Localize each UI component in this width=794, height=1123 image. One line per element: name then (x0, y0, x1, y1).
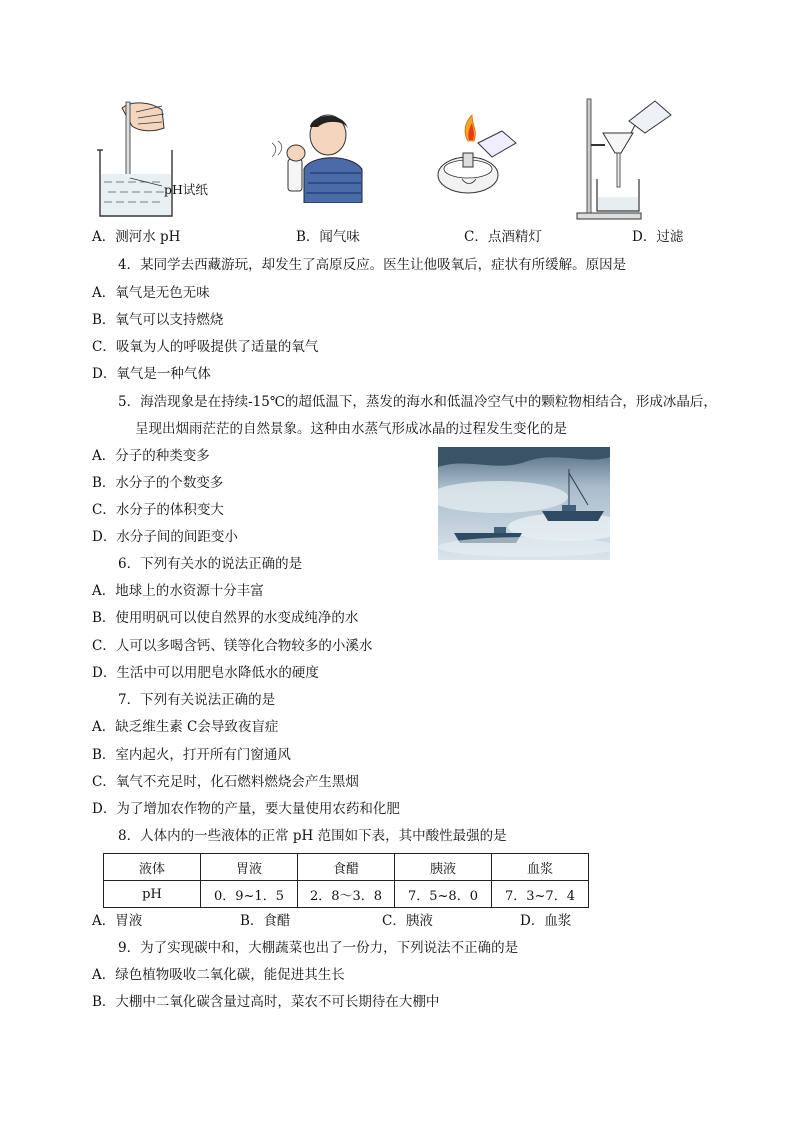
question-5-option-d: D．水分子间的间距变小 (92, 529, 238, 545)
ph-paper-label: pH试纸 (164, 182, 208, 197)
question-6-stem: 6．下列有关水的说法正确的是 (118, 556, 303, 572)
table-cell: 液体 (104, 854, 201, 881)
question-8-option-a: A．胃液 (92, 913, 143, 929)
question-7-option-c: C．氧气不充足时，化石燃料燃烧会产生黑烟 (92, 774, 359, 790)
figure-caption-d: D．过滤 (632, 229, 684, 245)
question-8-stem: 8．人体内的一些液体的正常 pH 范围如下表，其中酸性最强的是 (118, 828, 507, 844)
question-4-option-d: D．氧气是一种气体 (92, 366, 211, 382)
question-4-option-c: C．吸氧为人的呼吸提供了适量的氧气 (92, 339, 319, 355)
question-8-option-b: B．食醋 (240, 913, 291, 929)
figure-caption-c: C．点酒精灯 (464, 229, 542, 245)
table-cell: 食醋 (298, 854, 395, 881)
question-8-option-c: C．胰液 (382, 913, 433, 929)
question-6-option-b: B．使用明矾可以使自然界的水变成纯净的水 (92, 610, 359, 626)
question-8-option-d: D．血浆 (520, 913, 572, 929)
question-9-option-a: A．绿色植物吸收二氧化碳，能促进其生长 (92, 967, 345, 983)
table-cell: pH (104, 881, 201, 908)
question-4-stem: 4．某同学去西藏游玩，却发生了高原反应。医生让他吸氧后，症状有所缓解。原因是 (118, 257, 627, 273)
sea-smoke-photo (438, 447, 610, 560)
table-cell: 胃液 (201, 854, 298, 881)
figure-ph-test (92, 98, 222, 220)
question-5-option-c: C．水分子的体积变大 (92, 502, 224, 518)
ph-range-table (103, 853, 589, 908)
figure-smell (270, 113, 370, 203)
question-7-option-b: B．室内起火，打开所有门窗通风 (92, 747, 291, 763)
table-cell: 7．5~8．0 (395, 881, 492, 908)
figure-alcohol-lamp (432, 113, 522, 198)
question-5-option-a: A．分子的种类变多 (92, 448, 210, 464)
table-row (104, 854, 589, 881)
figure-filtration (575, 95, 675, 221)
question-7-option-d: D．为了增加农作物的产量，要大量使用农药和化肥 (92, 801, 400, 817)
question-6-option-a: A．地球上的水资源十分丰富 (92, 583, 264, 599)
table-cell: 2．8～3．8 (298, 881, 395, 908)
table-cell: 7．3~7．4 (492, 881, 589, 908)
question-4-option-a: A．氧气是无色无味 (92, 285, 210, 301)
table-cell: 胰液 (395, 854, 492, 881)
question-5-option-b: B．水分子的个数变多 (92, 475, 224, 491)
question-6-option-d: D．生活中可以用肥皂水降低水的硬度 (92, 665, 319, 681)
table-row (104, 881, 589, 908)
question-5-stem-line2: 呈现出烟雨茫茫的自然景象。这种由水蒸气形成冰晶的过程发生变化的是 (135, 421, 567, 437)
table-cell: 血浆 (492, 854, 589, 881)
question-4-option-b: B．氧气可以支持燃烧 (92, 312, 224, 328)
figure-caption-a: A．测河水 pH (92, 229, 181, 245)
table-cell: 0．9~1．5 (201, 881, 298, 908)
question-6-option-c: C．人可以多喝含钙、镁等化合物较多的小溪水 (92, 638, 373, 654)
question-9-stem: 9．为了实现碳中和，大棚蔬菜也出了一份力，下列说法不正确的是 (118, 940, 519, 956)
question-7-stem: 7．下列有关说法正确的是 (118, 692, 276, 708)
question-5-stem-line1: 5．海浩现象是在持续-15℃的超低温下，蒸发的海水和低温冷空气中的颗粒物相结合，形成冰晶后， (118, 394, 717, 410)
question-7-option-a: A．缺乏维生素 C会导致夜盲症 (92, 719, 279, 735)
figure-caption-b: B．闻气味 (296, 229, 360, 245)
question-9-option-b: B．大棚中二氧化碳含量过高时，菜农不可长期待在大棚中 (92, 994, 440, 1010)
